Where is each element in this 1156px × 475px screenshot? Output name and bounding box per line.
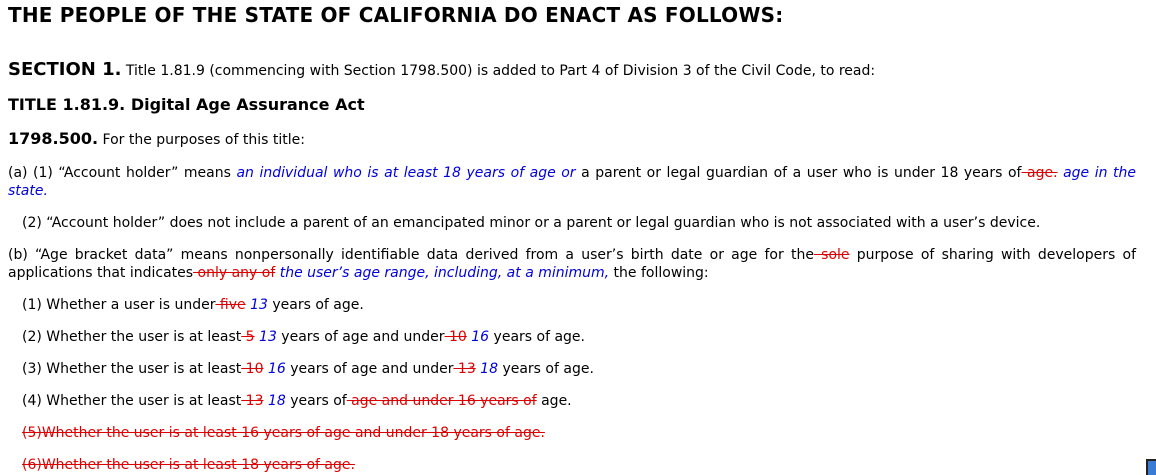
scroll-to-top-icon[interactable] — [1146, 459, 1156, 475]
inserted-text: 16 — [263, 361, 286, 377]
enacting-clause: THE PEOPLE OF THE STATE OF CALIFORNIA DO ENACT AS FOLLOWS: — [8, 3, 784, 27]
deleted-text: only any of — [193, 265, 276, 281]
inserted-text: 18 — [475, 361, 498, 377]
deleted-text: age and under 16 years of — [346, 393, 537, 409]
inserted-text: 13 — [245, 297, 268, 313]
text: years of age and under — [276, 329, 445, 345]
text: years of age and under — [285, 361, 454, 377]
text: the following: — [609, 265, 709, 281]
deleted-text: 13 — [241, 393, 264, 409]
text: years of — [285, 393, 347, 409]
text: years of age. — [489, 329, 585, 345]
inserted-text: the user’s age range, including, at a minimum, — [275, 265, 610, 281]
paragraph-b-5-deleted: (5)Whether the user is at least 16 years of age and under 18 years of age. — [22, 425, 545, 441]
inserted-text: an individual who is at least 18 years of age or — [236, 165, 576, 181]
subdivision-b — [8, 246, 1136, 282]
subdivision-a-1 — [8, 164, 1136, 200]
deleted-text: 10 — [241, 361, 264, 377]
deleted-text: five — [215, 297, 246, 313]
section-text: Title 1.81.9 (commencing with Section 1798.500) is added to Part 4 of Division 3 of the Civil Code, to read: — [121, 63, 876, 79]
title-heading: TITLE 1.81.9. Digital Age Assurance Act — [8, 95, 365, 114]
text: purpose of sharing with developers of applications that indicates — [8, 247, 1136, 281]
inserted-text: 16 — [466, 329, 490, 345]
text: (1) Whether a user is under — [22, 297, 216, 313]
text: (a) (1) “Account holder” means — [8, 165, 237, 181]
section-number: 1798.500. — [8, 129, 99, 148]
section-intro: For the purposes of this title: — [98, 132, 305, 148]
section-label: SECTION 1. — [8, 59, 122, 80]
text: years of age. — [267, 297, 364, 313]
inserted-text: age in the state. — [8, 165, 1137, 199]
text: (4) Whether the user is at least — [22, 393, 242, 409]
section-1798-500 — [8, 130, 305, 149]
section-1-heading — [8, 61, 875, 80]
text: years of age. — [498, 361, 594, 377]
text: (3) Whether the user is at least — [22, 361, 242, 377]
text: age. — [536, 393, 572, 409]
paragraph-b-2 — [22, 328, 585, 346]
text: (b) “Age bracket data” means nonpersonally identifiable data derived from a user’s birth date or age for the — [8, 247, 814, 263]
paragraph-b-3 — [22, 360, 594, 378]
deleted-text: 13 — [453, 361, 476, 377]
deleted-text: 5 — [241, 329, 255, 345]
deleted-text: sole — [813, 247, 850, 263]
inserted-text: 18 — [263, 393, 286, 409]
deleted-text: 10 — [444, 329, 467, 345]
paragraph-b-1 — [22, 296, 364, 314]
text: a parent or legal guardian of a user who is under 18 years of — [575, 165, 1022, 181]
inserted-text: 13 — [254, 329, 277, 345]
paragraph-b-4 — [22, 392, 572, 410]
subdivision-a-2: (2) “Account holder” does not include a parent of an emancipated minor or a parent or legal guardian who is not associated with a user’s device. — [22, 215, 1041, 231]
text: (2) Whether the user is at least — [22, 329, 242, 345]
paragraph-b-6-deleted: (6)Whether the user is at least 18 years of age. — [22, 457, 355, 473]
deleted-text: age. — [1021, 165, 1058, 181]
